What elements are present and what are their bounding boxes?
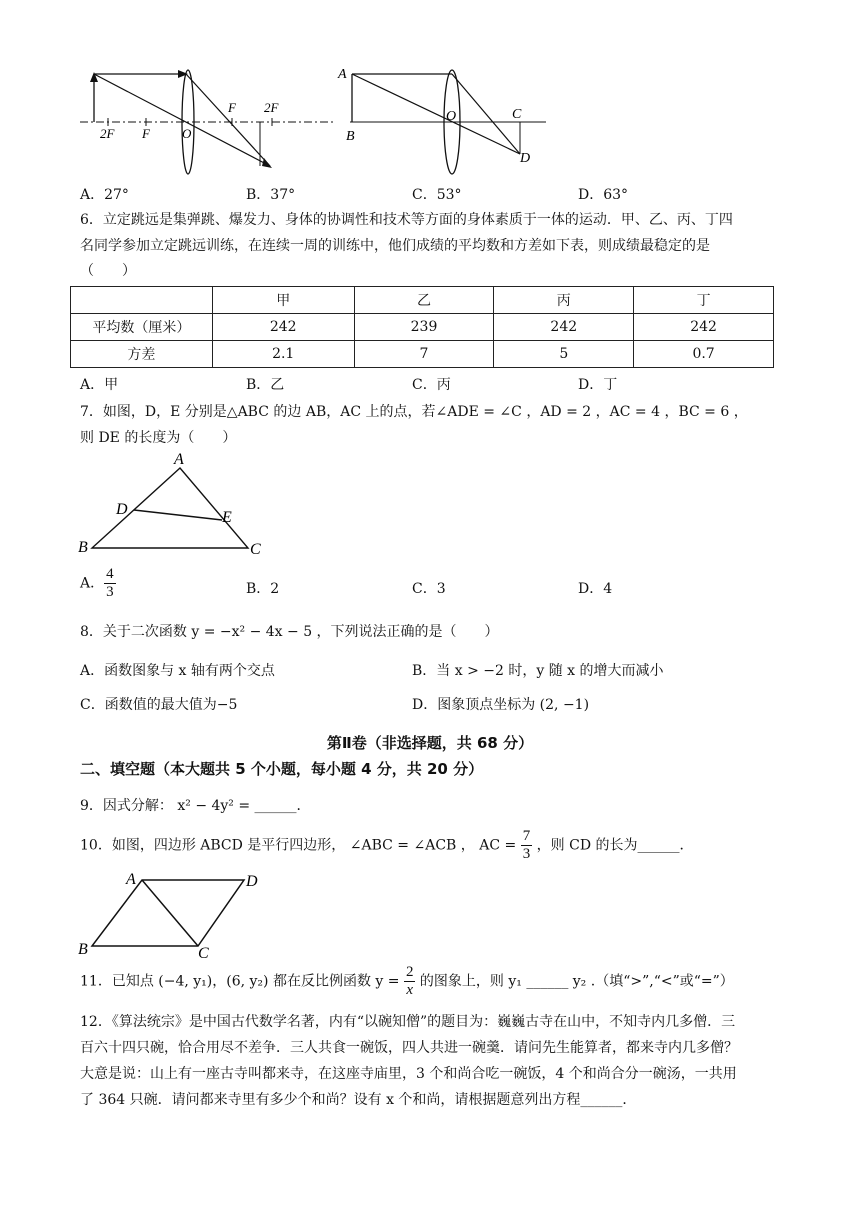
table-cell: 5 [494,341,634,368]
q10-suffix: ，则 CD 的长为______． [536,837,694,854]
q6-option-a[interactable]: A．甲 [80,377,119,393]
q7-stem-line-2: 则 DE 的长度为（ ） [80,430,237,446]
tri-label-c: C [250,541,261,558]
fraction-numerator: 2 [405,964,414,980]
table-cell: 242 [212,314,354,341]
table-cell: 242 [634,314,774,341]
fraction-numerator: 4 [106,566,114,582]
part-two-title: 第Ⅱ卷（非选择题，共 68 分） [326,734,534,752]
table-header-cell: 甲 [212,287,354,314]
q7-option-a[interactable] [80,566,116,601]
q5-option-d[interactable]: D．63° [578,187,629,203]
q10-fraction [521,828,533,863]
fig1-label-o: O [182,126,192,141]
q7-option-b[interactable]: B．2 [246,581,280,597]
table-cell: 242 [494,314,634,341]
q6-option-b[interactable]: B．乙 [246,377,285,393]
fig1-label-f-left: F [142,126,150,141]
q11-suffix: 的图象上，则 y₁ ______ y₂ .（填“>”,“<”或“=”） [419,973,734,990]
table-header-cell: 丙 [494,287,634,314]
table-cell: 0.7 [634,341,774,368]
q9-text: 9．因式分解： x² − 4y² = ______． [80,798,311,814]
q7-option-d[interactable]: D．4 [578,581,613,597]
triangle-figure [76,452,272,560]
fig2-label-c: C [512,107,522,122]
fraction-denominator: 3 [106,584,114,600]
table-header-cell [71,287,213,314]
q12-line-1: 12．《算法统宗》是中国古代数学名著，内有“以碗知僧”的题目为：巍巍古寺在山中，不知寺内几多僧．三 [80,1014,736,1030]
fraction-denominator: 3 [522,846,531,862]
table-cell: 方差 [71,341,213,368]
table-header-cell: 乙 [354,287,494,314]
para-label-a: A [126,871,136,888]
tri-label-a: A [174,452,184,468]
para-label-b: B [78,941,88,958]
q10-prefix: 10．如图，四边形 ABCD 是平行四边形， ∠ABC = ∠ACB ， AC = [80,837,517,854]
q11-text [80,964,734,999]
table-cell: 平均数（厘米） [71,314,213,341]
parallelogram-figure [76,868,272,962]
table-header-cell: 丁 [634,287,774,314]
q8-option-a[interactable]: A．函数图象与 x 轴有两个交点 [80,663,275,679]
table-header-row [71,287,774,314]
q12-line-4: 了 364 只碗．请问都来寺里有多少个和尚？设有 x 个和尚，请根据题意列出方程______． [80,1092,637,1108]
table-row [71,314,774,341]
q7-option-a-fraction [104,566,116,601]
fig2-label-a: A [338,67,347,82]
tri-label-d: D [116,501,128,518]
q6-stem-line-2: 名同学参加立定跳远训练，在连续一周的训练中，他们成绩的平均数和方差如下表，则成绩最稳定的是 [80,238,710,254]
tri-label-b: B [78,539,88,556]
q11-fraction [404,964,416,999]
q12-line-3: 大意是说：山上有一座古寺叫都来寺，在这座寺庙里，3 个和尚合吃一碗饭，4 个和尚合分一碗汤，一共用 [80,1066,737,1082]
q8-option-b[interactable]: B．当 x > −2 时，y 随 x 的增大而减小 [412,663,664,679]
fig2-label-o: O [446,109,457,124]
q8-option-d[interactable]: D．图象顶点坐标为 (2, −1) [412,697,590,713]
q7-stem-line-1: 7．如图，D，E 分别是△ABC 的边 AB，AC 上的点，若∠ADE = ∠C ，AD = 2 ，AC = 4 ，BC = 6 ， [80,404,748,420]
q6-option-d[interactable]: D．丁 [578,377,618,393]
q5-option-a[interactable]: A．27° [80,187,129,203]
q7-option-a-prefix: A． [80,575,105,592]
table-cell: 239 [354,314,494,341]
fig2-label-d: D [520,151,531,166]
fig1-label-f-right: F [228,100,236,115]
fig1-label-2f-right: 2F [264,100,279,115]
section-two-title: 二、填空题（本大题共 5 个小题，每小题 4 分，共 20 分） [80,760,484,778]
q8-stem: 8．关于二次函数 y = −x² − 4x − 5 ，下列说法正确的是（ ） [80,624,499,640]
q5-option-c[interactable]: C．53° [412,187,462,203]
para-label-d: D [246,873,258,890]
table-cell: 2.1 [212,341,354,368]
para-label-c: C [198,945,209,962]
fraction-denominator: x [406,982,414,998]
q6-stem-line-3: （ ） [80,263,136,279]
table-cell: 7 [354,341,494,368]
q10-text [80,828,694,863]
lens-diagram-1 [78,62,338,182]
q8-option-c[interactable]: C．函数值的最大值为−5 [80,697,238,713]
fig2-label-b: B [346,129,355,144]
fig1-label-2f-left: 2F [100,126,115,141]
q6-option-c[interactable]: C．丙 [412,377,451,393]
q12-line-2: 百六十四只碗，恰合用尽不差争．三人共食一碗饭，四人共进一碗羹．请问先生能算者，都来寺内几多僧？ [80,1040,738,1056]
q6-stem-line-1: 6．立定跳远是集弹跳、爆发力、身体的协调性和技术等方面的身体素质于一体的运动．甲、乙、丙、丁四 [80,212,733,228]
q6-stats-table [70,286,774,368]
fraction-numerator: 7 [522,828,531,844]
tri-label-e: E [222,509,232,526]
table-row [71,341,774,368]
q7-option-c[interactable]: C．3 [412,581,446,597]
q5-option-b[interactable]: B．37° [246,187,296,203]
lens-diagram-2 [336,62,548,180]
q11-prefix: 11．已知点 (−4, y₁)，(6, y₂) 都在反比例函数 y = [80,973,400,990]
